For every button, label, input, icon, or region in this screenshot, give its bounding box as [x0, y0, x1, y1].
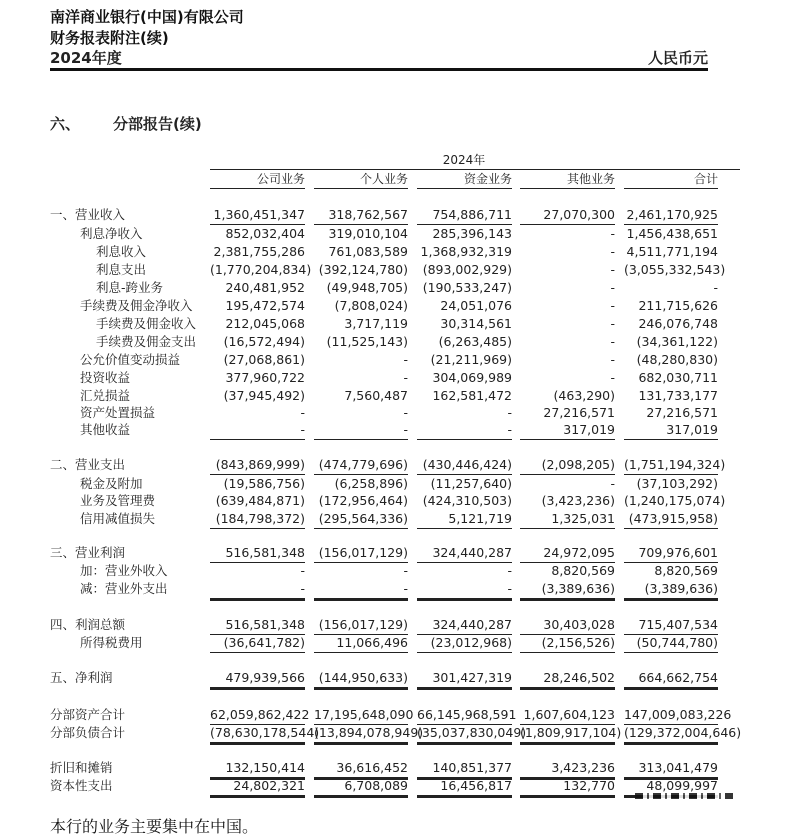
table-cell: (639,484,871)	[215, 493, 305, 508]
row-label: 公允价值变动损益	[80, 352, 181, 367]
table-cell: -	[403, 405, 408, 420]
table-cell: 7,560,487	[344, 388, 408, 403]
table-row	[0, 369, 800, 387]
row-label: 业务及管理费	[80, 493, 156, 508]
column-header-other: 其他业务	[520, 172, 615, 189]
table-cell: 4,511,771,194	[626, 244, 718, 259]
table-cell: 479,939,566	[210, 669, 305, 690]
table-cell: (34,361,122)	[636, 334, 718, 349]
table-cell: (129,372,004,646)	[624, 724, 718, 745]
table-cell: 131,733,177	[638, 388, 718, 403]
table-cell: (172,956,464)	[318, 493, 408, 508]
table-row	[0, 243, 800, 261]
table-cell: 1,456,438,651	[626, 226, 718, 241]
row-label: 利息支出	[96, 262, 147, 277]
table-row	[0, 297, 800, 315]
table-cell: -	[403, 352, 408, 367]
table-cell: (13,894,078,949)	[314, 724, 408, 745]
table-cell: 324,440,287	[417, 616, 512, 635]
row-label: 三、营业利润	[50, 545, 126, 560]
table-cell: (35,037,830,049)	[417, 724, 512, 745]
table-cell: 212,045,068	[225, 316, 305, 331]
table-row	[0, 225, 800, 243]
table-cell: (474,779,696)	[314, 456, 408, 475]
table-cell: (3,055,332,543)	[624, 262, 726, 277]
table-cell: (190,533,247)	[422, 280, 512, 295]
table-cell: (36,641,782)	[210, 634, 305, 653]
table-cell: 24,051,076	[440, 298, 512, 313]
table-row	[0, 759, 800, 777]
year-underline	[210, 169, 740, 170]
table-cell: 48,099,997	[624, 777, 718, 798]
table-cell: 516,581,348	[210, 616, 305, 635]
table-cell: 682,030,711	[638, 370, 718, 385]
row-label: 汇兑损益	[80, 388, 131, 403]
table-cell: (1,240,175,074)	[624, 493, 726, 508]
table-cell: -	[403, 370, 408, 385]
table-cell: 8,820,569	[551, 563, 615, 578]
table-cell: 30,403,028	[520, 616, 615, 635]
row-label: 投资收益	[80, 370, 131, 385]
table-cell: 211,715,626	[638, 298, 718, 313]
table-row	[0, 544, 800, 562]
table-cell: (424,310,503)	[422, 493, 512, 508]
row-label: 所得税费用	[80, 635, 143, 650]
table-cell: 852,032,404	[225, 226, 305, 241]
row-label: 分部负债合计	[50, 725, 126, 740]
table-cell: (843,869,999)	[210, 456, 305, 475]
table-cell: (463,290)	[553, 388, 615, 403]
table-row	[0, 261, 800, 279]
table-cell: -	[610, 262, 615, 277]
row-label: 其他收益	[80, 422, 131, 437]
table-cell: 516,581,348	[210, 544, 305, 563]
table-cell: 195,472,574	[225, 298, 305, 313]
table-row	[0, 616, 800, 634]
table-cell: 3,717,119	[344, 316, 408, 331]
row-label: 四、利润总额	[50, 617, 126, 632]
table-cell: 30,314,561	[440, 316, 512, 331]
table-cell: 147,009,083,226	[624, 706, 718, 725]
table-cell: 132,770	[520, 777, 615, 798]
table-row	[0, 387, 800, 405]
table-cell: 62,059,862,422	[210, 706, 305, 725]
table-cell: 27,216,571	[646, 405, 718, 420]
table-cell: 11,066,496	[314, 634, 408, 653]
table-cell: (6,258,896)	[334, 476, 408, 491]
table-cell: -	[417, 421, 512, 440]
table-cell: 715,407,534	[624, 616, 718, 635]
table-cell: 664,662,754	[624, 669, 718, 690]
row-label: 手续费及佣金净收入	[80, 298, 193, 313]
table-row	[0, 404, 800, 422]
table-cell: -	[314, 580, 408, 601]
table-cell: -	[610, 370, 615, 385]
currency-label: 人民币元	[647, 49, 708, 67]
table-cell: -	[210, 580, 305, 601]
table-cell: -	[507, 405, 512, 420]
table-cell: -	[507, 563, 512, 578]
table-cell: 304,069,989	[432, 370, 512, 385]
row-label: 分部资产合计	[50, 707, 126, 722]
table-cell: -	[314, 421, 408, 440]
table-cell: (37,945,492)	[223, 388, 305, 403]
watermark-overlay	[635, 793, 735, 799]
table-cell: 24,802,321	[210, 777, 305, 798]
table-cell: -	[610, 226, 615, 241]
company-name: 南洋商业银行(中国)有限公司	[50, 8, 244, 26]
table-cell: 285,396,143	[432, 226, 512, 241]
table-row	[0, 351, 800, 369]
period-label: 2024年度	[50, 49, 122, 67]
table-row	[0, 706, 800, 724]
table-row	[0, 475, 800, 493]
row-label: 手续费及佣金支出	[96, 334, 197, 349]
table-cell: 5,121,719	[417, 510, 512, 529]
table-cell: 132,150,414	[210, 759, 305, 780]
table-cell: (1,770,204,834)	[210, 262, 312, 277]
table-cell: (37,103,292)	[636, 476, 718, 491]
table-cell: -	[610, 316, 615, 331]
section-title: 分部报告(续)	[113, 115, 202, 133]
table-cell: 313,041,479	[624, 759, 718, 780]
row-label: 折旧和摊销	[50, 760, 113, 775]
row-label: 加：营业外收入	[80, 563, 168, 578]
year-column-label: 2024年	[442, 153, 486, 167]
table-row	[0, 421, 800, 439]
footer-note: 本行的业务主要集中在中国。	[50, 817, 259, 836]
table-cell: 162,581,472	[432, 388, 512, 403]
table-cell: (473,915,958)	[624, 510, 718, 529]
document-title: 财务报表附注(续)	[50, 29, 169, 47]
table-cell: (3,389,636)	[520, 580, 615, 601]
table-cell: 27,216,571	[543, 405, 615, 420]
row-label: 利息-跨业务	[96, 280, 164, 295]
table-cell: (21,211,969)	[430, 352, 512, 367]
table-cell: 24,972,095	[520, 544, 615, 563]
period-header	[50, 49, 708, 71]
row-label: 利息净收入	[80, 226, 143, 241]
table-row	[0, 634, 800, 652]
table-cell: (6,263,485)	[438, 334, 512, 349]
table-cell: (156,017,129)	[314, 616, 408, 635]
table-cell: -	[210, 421, 305, 440]
table-cell: 240,481,952	[225, 280, 305, 295]
row-label: 资本性支出	[50, 778, 113, 793]
table-cell: 754,886,711	[417, 206, 512, 225]
table-cell: 318,762,567	[314, 206, 408, 225]
table-row	[0, 510, 800, 528]
column-header-corporate: 公司业务	[210, 172, 305, 189]
table-cell: -	[610, 298, 615, 313]
table-cell: 324,440,287	[417, 544, 512, 563]
table-cell: -	[610, 352, 615, 367]
table-cell: 317,019	[624, 421, 718, 440]
table-cell: -	[417, 580, 512, 601]
table-cell: (2,156,526)	[520, 634, 615, 653]
table-cell: (3,389,636)	[624, 580, 718, 601]
row-label: 利息收入	[96, 244, 147, 259]
table-row	[0, 562, 800, 580]
table-cell: (3,423,236)	[541, 493, 615, 508]
table-cell: (78,630,178,544)	[210, 724, 305, 745]
table-cell: 2,461,170,925	[624, 206, 718, 225]
row-label: 减：营业外支出	[80, 581, 168, 596]
table-cell: (1,809,917,104)	[520, 724, 615, 745]
table-cell: 17,195,648,090	[314, 706, 408, 725]
table-cell: 319,010,104	[328, 226, 408, 241]
table-cell: 301,427,319	[417, 669, 512, 690]
table-cell: (50,744,780)	[624, 634, 718, 653]
table-cell: (1,751,194,324)	[624, 456, 718, 475]
row-label: 信用减值损失	[80, 511, 156, 526]
table-cell: 377,960,722	[225, 370, 305, 385]
table-cell: -	[610, 244, 615, 259]
table-row	[0, 456, 800, 474]
row-label: 资产处置损益	[80, 405, 156, 420]
table-cell: 6,708,089	[314, 777, 408, 798]
table-cell: (19,586,756)	[223, 476, 305, 491]
table-cell: 3,423,236	[520, 759, 615, 780]
table-cell: 8,820,569	[654, 563, 718, 578]
row-label: 五、净利润	[50, 670, 113, 685]
table-cell: -	[610, 280, 615, 295]
table-cell: (184,798,372)	[210, 510, 305, 529]
table-cell: -	[300, 405, 305, 420]
table-row	[0, 669, 800, 687]
column-header-personal: 个人业务	[314, 172, 408, 189]
table-cell: -	[713, 280, 718, 295]
table-cell: 1,360,451,347	[210, 206, 305, 225]
table-cell: (430,446,424)	[417, 456, 512, 475]
table-row	[0, 724, 800, 742]
table-cell: 761,083,589	[328, 244, 408, 259]
table-cell: 317,019	[520, 421, 615, 440]
row-label: 二、营业支出	[50, 457, 126, 472]
table-cell: 1,368,932,319	[420, 244, 512, 259]
row-label: 税金及附加	[80, 476, 143, 491]
column-header-total: 合计	[624, 172, 718, 189]
table-cell: (23,012,968)	[417, 634, 512, 653]
table-cell: 2,381,755,286	[213, 244, 305, 259]
table-cell: (11,257,640)	[430, 476, 512, 491]
table-cell: (7,808,024)	[334, 298, 408, 313]
table-cell: (295,564,336)	[314, 510, 408, 529]
column-header-treasury: 资金业务	[417, 172, 512, 189]
table-cell: 1,607,604,123	[520, 706, 615, 725]
table-cell: (48,280,830)	[636, 352, 718, 367]
table-row	[0, 492, 800, 510]
table-cell: -	[300, 563, 305, 578]
section-heading	[50, 115, 202, 133]
table-cell: 66,145,968,591	[417, 706, 512, 725]
table-row	[0, 315, 800, 333]
table-cell: -	[610, 334, 615, 349]
table-cell: (144,950,633)	[314, 669, 408, 690]
table-cell: (156,017,129)	[314, 544, 408, 563]
table-cell: 28,246,502	[520, 669, 615, 690]
table-row	[0, 206, 800, 224]
table-cell: (2,098,205)	[520, 456, 615, 475]
table-cell: -	[403, 563, 408, 578]
table-cell: 140,851,377	[417, 759, 512, 780]
table-cell: 27,070,300	[520, 206, 615, 225]
table-cell: (11,525,143)	[326, 334, 408, 349]
table-cell: 36,616,452	[314, 759, 408, 780]
table-cell: (49,948,705)	[326, 280, 408, 295]
table-row	[0, 279, 800, 297]
table-row	[0, 333, 800, 351]
table-cell: (392,124,780)	[318, 262, 408, 277]
table-cell: (893,002,929)	[422, 262, 512, 277]
table-cell: 1,325,031	[520, 510, 615, 529]
table-cell: (16,572,494)	[223, 334, 305, 349]
row-label: 一、营业收入	[50, 207, 126, 222]
table-cell: 16,456,817	[417, 777, 512, 798]
table-row	[0, 580, 800, 598]
table-cell: (27,068,861)	[223, 352, 305, 367]
table-cell: 246,076,748	[638, 316, 718, 331]
table-cell: -	[610, 476, 615, 491]
section-number: 六、	[50, 115, 81, 133]
table-cell: 709,976,601	[624, 544, 718, 563]
row-label: 手续费及佣金收入	[96, 316, 197, 331]
